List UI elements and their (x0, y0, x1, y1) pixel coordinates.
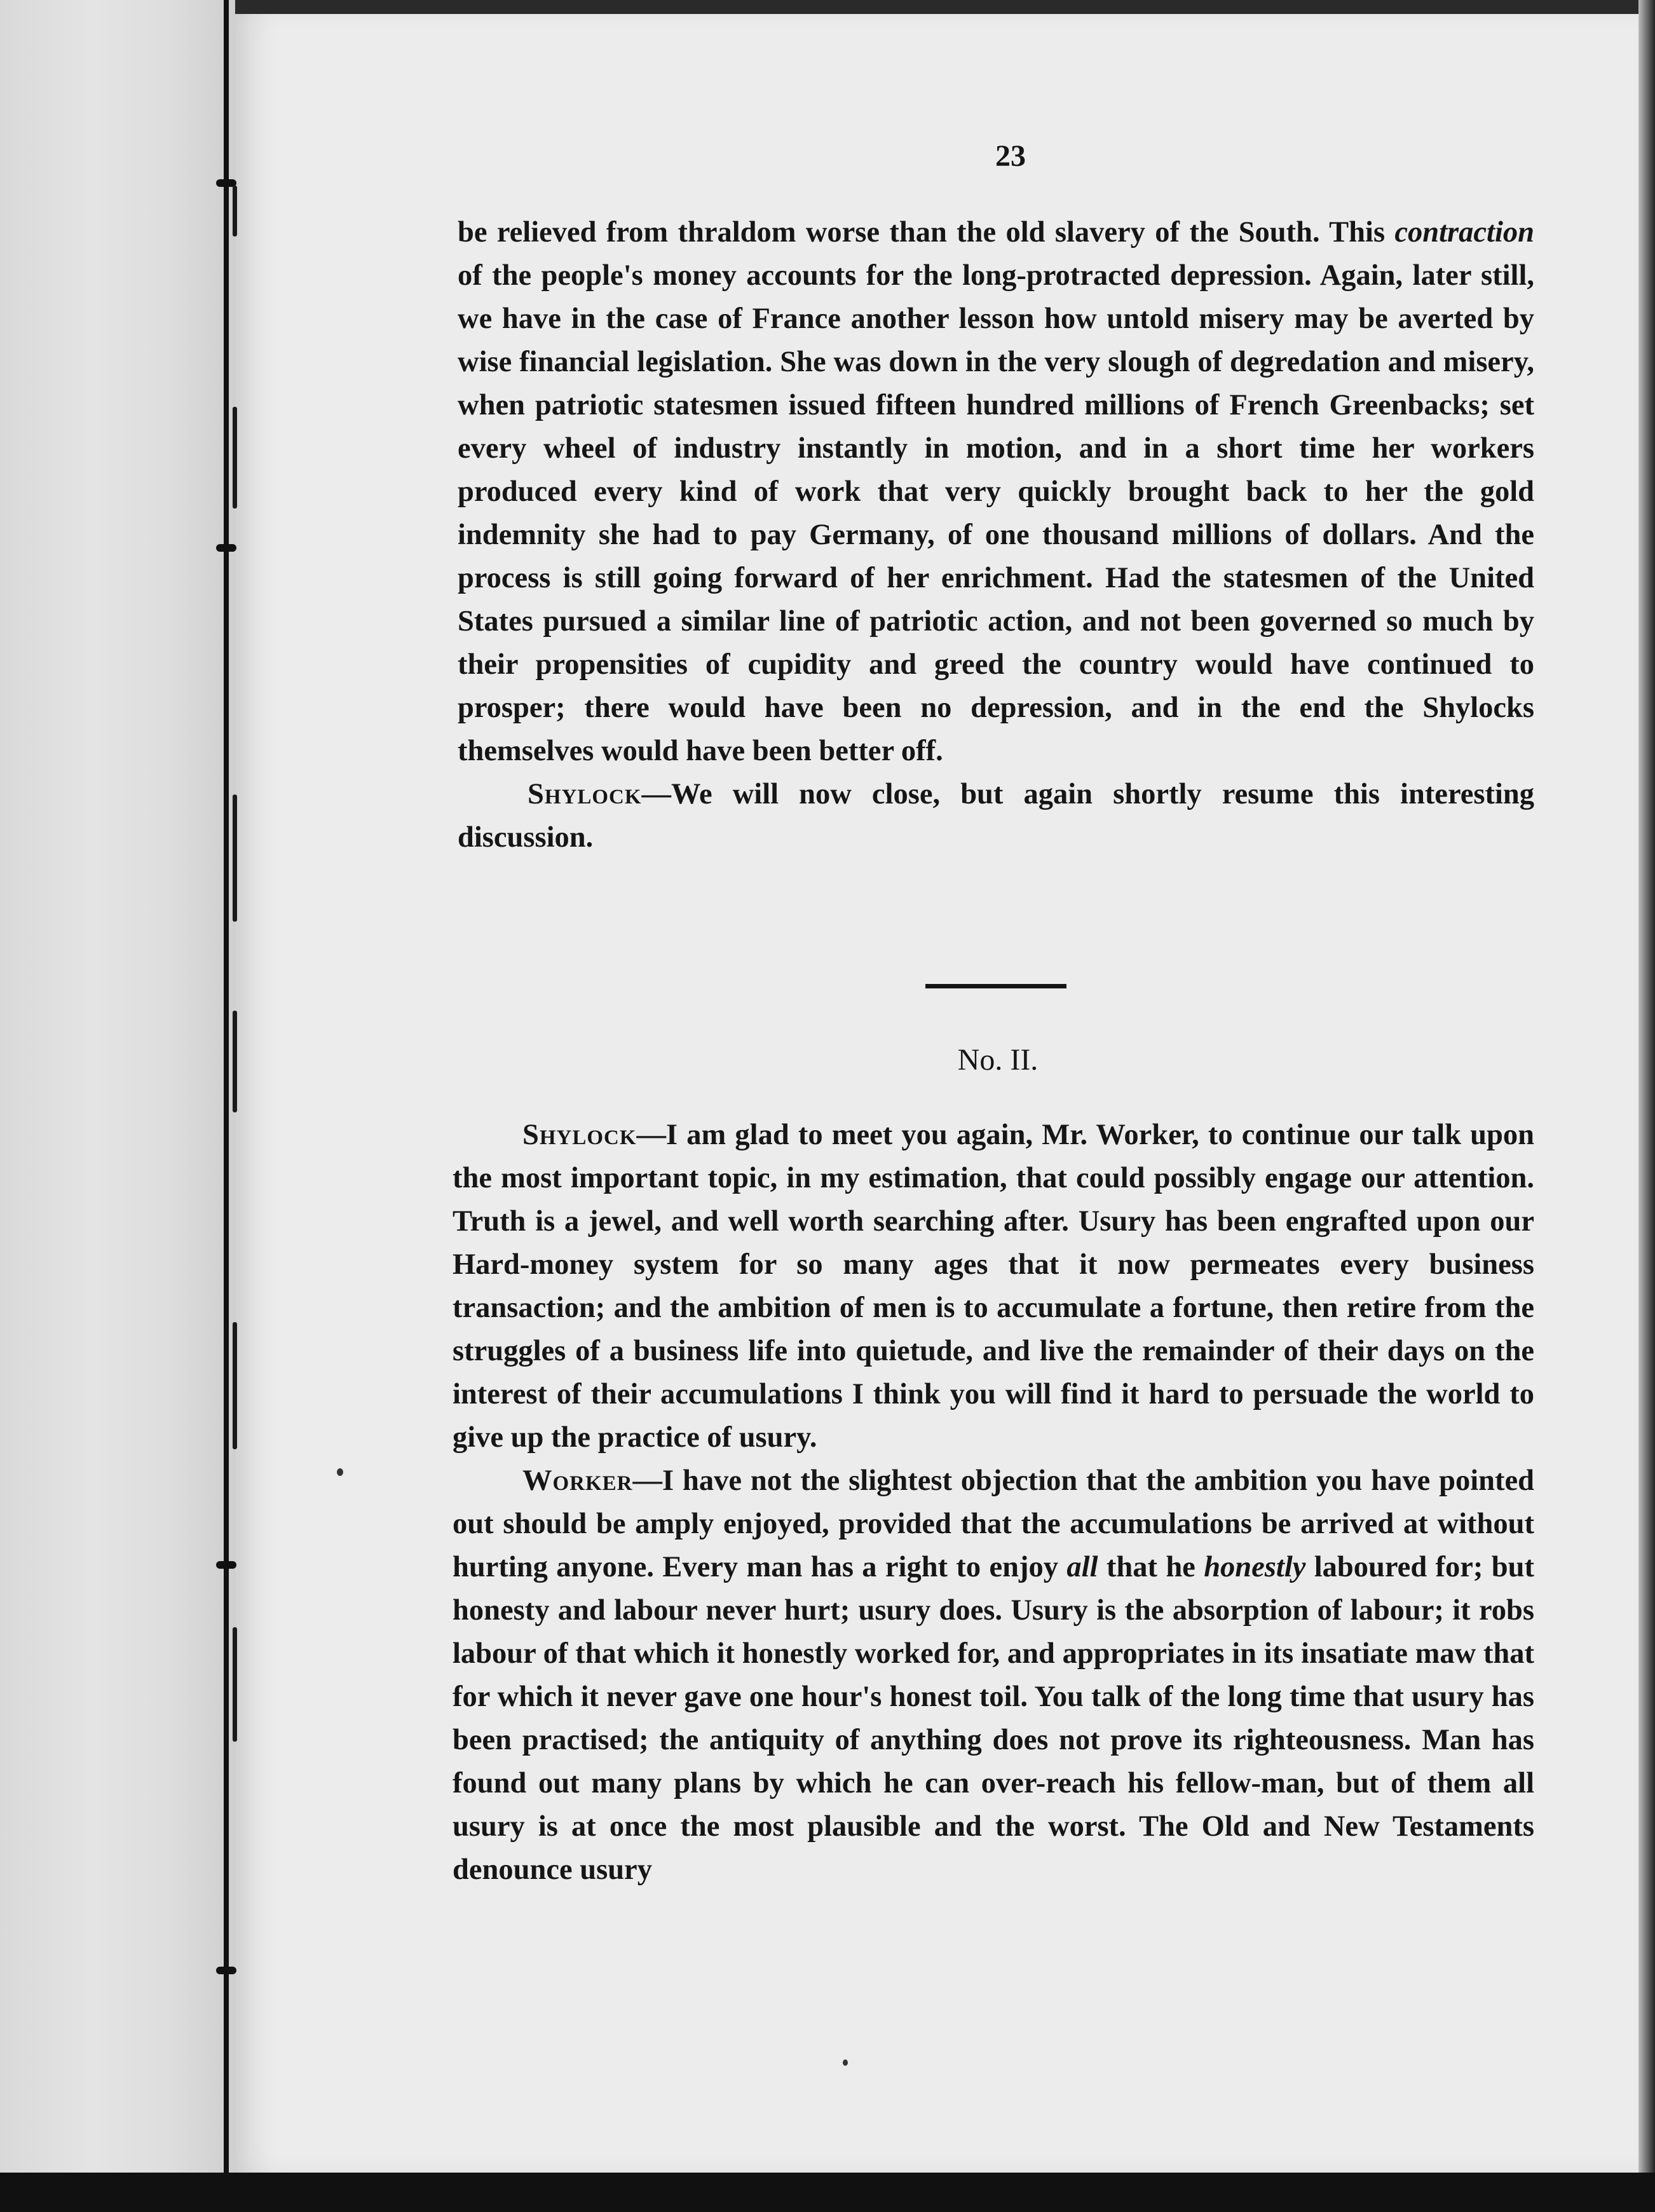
paragraph-text: be relieved from thraldom worse than the old slavery of the South. This (458, 216, 1395, 249)
binding-thread (233, 407, 237, 509)
binding-thread (233, 795, 237, 922)
section-divider-rule (925, 984, 1066, 988)
spine-line (224, 0, 229, 2180)
paragraph-text: that he (1098, 1551, 1204, 1583)
paragraph-text: —I am glad to meet you again, Mr. Worker, to continue our talk upon the most important topic, in my estimation, that could possibly engage our attention. Truth is a jewel, and well worth searching after. Usury has been engrafted upon our Hard-money system for so many ages that it now permeates every business transaction; and the ambition of men is to accumulate a fortune, then retire from the struggles of a business life into quietude, and live the remainder of their days on the interest of their accumulations I think you will find it hard to persuade the world to give up the practice of usury. (453, 1119, 1534, 1454)
section-two-text (453, 1114, 1534, 1892)
speaker-name: Worker (522, 1464, 633, 1497)
speaker-name: Shylock (522, 1119, 637, 1151)
paragraph-text: laboured for; but honesty and labour never hurt; usury does. Usury is the absorption of labour; it robs labour of that which it honestly worked for, and appropriates in its insatiate maw that for which it never gave one hour's honest toil. You talk of the long time that usury has been practised; the antiquity of anything does not prove its righteousness. Man has found out many plans by which he can over-reach his fellow-man, but of them all usury is at once the most plausible and the worst. The Old and New Testaments denounce usury (453, 1551, 1534, 1886)
binding-thread (233, 1322, 237, 1449)
italic-word: honestly (1204, 1551, 1306, 1583)
italic-word: contraction (1394, 216, 1534, 249)
paragraph-text: —We will now close, but again shortly resume this interesting discussion. (458, 778, 1534, 854)
paragraph-text: of the people's money accounts for the long-protracted depression. Again, later still, we have in the case of France another lesson how untold misery may be averted by wise financial legislation. She was down in the very slough of degredation and misery, when patriotic statesmen issued fifteen hundred millions of French Greenbacks; set every wheel of industry instantly in motion, and in a short time her workers produced every kind of work that very quickly brought back to her the gold indemnity she had to pay Germany, of one thousand millions of dollars. And the process is still going forward of her enrichment. Had the statesmen of the United States pursued a similar line of patriotic action, and not been governed so much by their propensities of cupidity and greed the country would have continued to prosper; there would have been no depression, and in the end the Shylocks themselves would have been better off. (458, 259, 1534, 767)
bottom-page-edge (0, 2173, 1655, 2212)
paragraph-text: —I have not the slightest objection that the ambition you have pointed out should be amply enjoyed, provided that the accumulations be arrived at without hurting anyone. Every man has a right to enjoy (453, 1464, 1534, 1583)
speaker-name: Shylock (528, 778, 642, 810)
binding-thread (233, 186, 237, 236)
page-number: 23 (995, 139, 1026, 173)
binding-stitch (216, 1967, 236, 1974)
paragraph (458, 773, 1534, 859)
top-page-edge (235, 0, 1655, 14)
right-page-edge (1638, 0, 1655, 2212)
binding-thread (233, 1627, 237, 1742)
paragraph (453, 1459, 1534, 1892)
section-one-text (458, 211, 1534, 859)
binding-stitch (216, 1561, 236, 1569)
paper-speck (843, 2059, 848, 2066)
paragraph (458, 211, 1534, 773)
paragraph (453, 1114, 1534, 1459)
binding-thread (233, 1011, 237, 1112)
book-binding (0, 0, 235, 2174)
italic-word: all (1066, 1551, 1098, 1583)
section-heading: No. II. (957, 1043, 1039, 1077)
paper-speck (337, 1468, 343, 1476)
binding-stitch (216, 544, 236, 552)
